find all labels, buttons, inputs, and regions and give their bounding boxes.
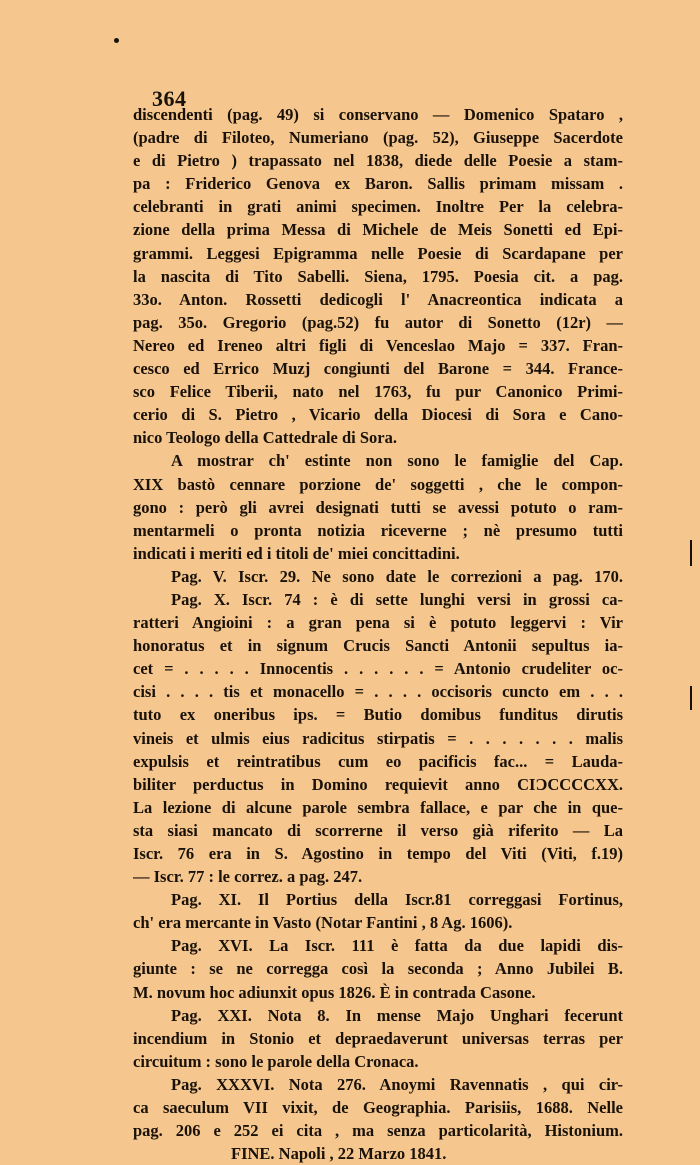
text-line: M. novum hoc adiunxit opus 1826. È in contrada Casone. — [133, 982, 536, 1002]
text-line: vineis et ulmis eius radicitus stirpatis = . . . . . . . malis — [133, 728, 623, 748]
text-line: sta siasi mancato di scorrerne il verso già riferito — La — [133, 820, 623, 840]
text-line: Pag. V. Iscr. 29. Ne sono date le correzioni a pag. 170. — [171, 566, 623, 586]
text-line: La lezione di alcune parole sembra fallace, e par che in que- — [133, 797, 623, 817]
text-line: biliter perductus in Domino requievit anno CIƆCCCCXX. — [133, 774, 623, 794]
text-line: indicati i meriti ed i titoli de' miei concittadini. — [133, 543, 460, 563]
text-line: circuitum : sono le parole della Cronaca. — [133, 1051, 419, 1071]
text-line: giunte : se ne corregga così la seconda ; Anno Jubilei B. — [133, 959, 623, 979]
text-line: pa : Friderico Genova ex Baron. Sallis primam missam . — [133, 174, 623, 194]
ink-speck — [114, 38, 119, 43]
text-line: honoratus et in signum Crucis Sancti Antonii sepultus ia- — [133, 636, 623, 656]
text-line: cerio di S. Pietro , Vicario della Diocesi di Sora e Cano- — [133, 405, 623, 425]
margin-rule — [690, 540, 692, 566]
text-line: discendenti (pag. 49) si conservano — Domenico Spataro , — [133, 105, 623, 124]
text-line: pag. 35o. Gregorio (pag.52) fu autor di Sonetto (12r) — — [133, 312, 623, 332]
text-line: cet = . . . . . Innocentis . . . . . . = Antonio crudeliter oc- — [133, 659, 623, 679]
text-line: pag. 206 e 252 ei cita , ma senza particolarità, Histonium. — [133, 1121, 623, 1141]
margin-rule — [690, 686, 692, 710]
text-line: A mostrar ch' estinte non sono le famiglie del Cap. — [171, 451, 623, 471]
text-line: Nereo ed Ireneo altri figli di Venceslao Majo = 337. Fran- — [133, 335, 623, 355]
text-line: — Iscr. 77 : le correz. a pag. 247. — [133, 867, 363, 887]
text-line: 33o. Anton. Rossetti dedicogli l' Anacreontica indicata a — [133, 289, 623, 309]
text-line: sco Felice Tiberii, nato nel 1763, fu pur Canonico Primi- — [133, 382, 623, 402]
text-line: la nascita di Tito Sabelli. Siena, 1795. Poesia cit. a pag. — [133, 266, 623, 286]
text-line: FINE. Napoli , 22 Marzo 1841. — [231, 1144, 447, 1164]
text-line: Pag. XI. Il Portius della Iscr.81 correggasi Fortinus, — [171, 890, 623, 910]
text-line: Pag. XXI. Nota 8. In mense Majo Unghari fecerunt — [171, 1005, 623, 1025]
text-line: zione della prima Messa di Michele de Meis Sonetti ed Epi- — [133, 220, 623, 240]
text-line: celebranti in grati animi specimen. Inoltre Per la celebra- — [133, 197, 623, 217]
text-line: ratteri Angioini : a gran pena si è potuto leggervi : Vir — [133, 613, 623, 633]
text-line: grammi. Leggesi Epigramma nelle Poesie di Scardapane per — [133, 243, 623, 263]
text-line: ch' era mercante in Vasto (Notar Fantini , 8 Ag. 1606). — [133, 913, 513, 933]
text-line: nico Teologo della Cattedrale di Sora. — [133, 428, 397, 448]
text-line: cesco ed Errico Muzj congiunti del Barone = 344. France- — [133, 359, 623, 379]
text-line: ca saeculum VII vixit, de Geographia. Parisiis, 1688. Nelle — [133, 1098, 623, 1118]
text-line: tuto ex oneribus ips. = Butio domibus funditus dirutis — [133, 705, 623, 725]
page-number: 364 — [152, 86, 187, 111]
text-line: Pag. XVI. La Iscr. 111 è fatta da due lapidi dis- — [171, 936, 623, 956]
text-line: gono : però gli avrei designati tutti se avessi potuto o ram- — [133, 497, 623, 517]
text-line: XIX bastò cennare porzione de' soggetti , che le compon- — [133, 474, 623, 494]
text-line: Pag. XXXVI. Nota 276. Anoymi Ravennatis , qui cir- — [171, 1074, 623, 1094]
text-line: (padre di Filoteo, Numeriano (pag. 52), Giuseppe Sacerdote — [133, 128, 623, 148]
body-text — [133, 103, 623, 1165]
text-line: e di Pietro ) trapassato nel 1838, diede delle Poesie a stam- — [133, 151, 623, 171]
text-line: mentarmeli o pronta notizia riceverne ; nè presumo tutti — [133, 520, 623, 540]
text-line: incendium in Stonio et depraedaverunt universas terras per — [133, 1028, 623, 1048]
text-line: Pag. X. Iscr. 74 : è di sette lunghi versi in grossi ca- — [171, 589, 623, 609]
text-line: Iscr. 76 era in S. Agostino in tempo del Viti (Viti, f.19) — [133, 844, 623, 863]
text-line: expulsis et reintratibus cum eo pacificis fac... = Lauda- — [133, 751, 623, 771]
text-line: cisi . . . . tis et monacello = . . . . occisoris cuncto em . . . — [133, 682, 623, 702]
